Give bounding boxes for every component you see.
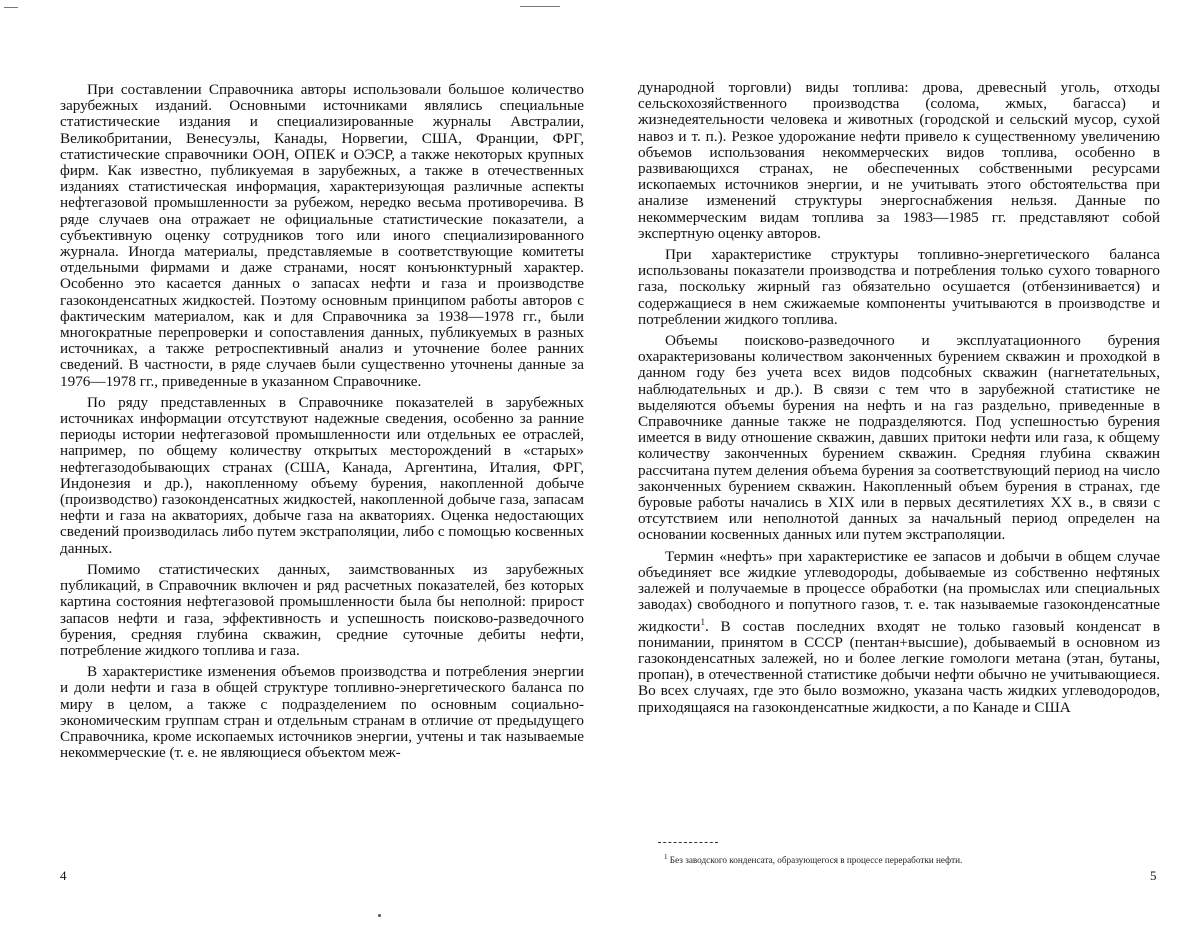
- scan-artifact: [4, 7, 18, 8]
- paragraph: При составлении Справочника авторы использовали большое количество зарубежных изданий. Основными источниками являлись специальные статистические издания и специализированные журналы Австралии, Великобритании, Венесуэлы, Канады, Норвегии, США, Франции, ФРГ, статистические справочники ООН, ОПЕК и ОЭСР, а также некоторых крупных фирм. Как известно, публикуемая в зарубежных, а также в отечественных изданиях статистическая информация, характеризующая различные аспекты нефтегазовой промышленности за рубежом, нередко весьма противоречива. В ряде случаев она отражает не официальные статистические показатели, а субъективную оценку сотрудников того или иного специализированного журнала. Иногда материалы, представляемые в соответствующие комитеты отдельными фирмами и даже странами, носят конъюнктурный характер. Особенно это касается данных о запасах нефти и газа и производстве газоконденсатных жидкостей. Поэтому основным принципом работы авторов с фактическим материалом, как и для Справочника за 1938—1978 гг., были многократные перепроверки и сопоставления данных, публикуемых в разных источниках, а также ретроспективный анализ и уточнение более ранних сведений. В частности, в ряде случаев были существенно уточнены данные за 1976—1978 гг., приведенные в указанном Справочнике.: [60, 82, 584, 390]
- paragraph: Объемы поисково-разведочного и эксплуатационного бурения охарактеризованы количеством законченных бурением скважин и проходкой в данном году без учета всех видов подсобных скважин (нагнетательных, наблюдательных и др.). В связи с тем что в зарубежной статистике не выделяются объемы бурения на нефть и на газ раздельно, приведенные в Справочнике данные также не подразделяются. Под успешностью бурения имеется в виду отношение скважин, давших притоки нефти или газа, к общему количеству законченных бурением скважин. Средняя глубина скважин рассчитана путем деления объема бурения за соответствующий период на число законченных бурением скважин. Накопленный объем бурения в странах, где буровые работы начались в XIX или в первых десятилетиях XX в., в связи с отсутствием или неполнотой данных за начальный период определен на основании косвенных данных или путем экстраполяции.: [638, 333, 1160, 544]
- page-number: 5: [1150, 868, 1157, 884]
- paragraph-text: . В состав последних входят не только газовый конденсат в понимании, принятом в СССР (пентан+высшие), добываемый в основном из газоконденсатных залежей, но и более легкие гомологи метана (этан, бутаны, пропан), в отечественной статистике добычи нефти обычно не учитывающиеся. Во всех случаях, где это было возможно, указана часть жидких углеводородов, приходящаяся на газоконденсатные жидкости, а по Канаде и США: [638, 618, 1160, 716]
- paragraph: дународной торговли) виды топлива: дрова, древесный уголь, отходы сельскохозяйственного производства (солома, жмых, багасса) и жизнедеятельности человека и животных (городской и сельский мусор, сухой навоз и т. п.). Резкое удорожание нефти привело к существенному увеличению объемов использования некоммерческих видов топлива, особенно в развивающихся странах, не обеспеченных собственными ресурсами ископаемых источников энергии, и не учитывать этого обстоятельства при анализе изменений структуры энергоснабжения нельзя. Данные по некоммерческим видам топлива за 1983—1985 гг. представляют собой экспертную оценку авторов.: [638, 80, 1160, 242]
- paragraph: При характеристике структуры топливно-энергетического баланса использованы показатели производства и потребления только сухого товарного газа, поскольку жирный газ обязательно осушается (отбензинивается) и содержащиеся в нем сжижаемые компоненты учитываются в производстве и потреблении жидкого топлива.: [638, 247, 1160, 328]
- footnote-text: Без заводского конденсата, образующегося в процессе переработки нефти.: [670, 855, 963, 865]
- paragraph-text: Термин «нефть» при характеристике ее запасов и добычи в общем случае объединяет все жидкие углеводороды, добываемые из собственно нефтяных залежей и получаемые в процессе обработки (на промыслах или специальных заводах) свободного и попутного газов, т. е. так называемые газоконденсатные жидкости: [638, 548, 1160, 635]
- footnote-marker: 1: [700, 617, 705, 627]
- paragraph: [638, 549, 1160, 716]
- scan-speck: [378, 914, 381, 917]
- scan-artifact: [520, 6, 560, 7]
- paragraph: Помимо статистических данных, заимствованных из зарубежных публикаций, в Справочник включен и ряд расчетных показателей, без которых картина состояния нефтегазовой промышленности была бы неполной: прирост запасов нефти и газа, эффективность и успешность поисково-разведочного бурения, средняя глубина скважин, средние суточные дебиты нефти, потребление жидкого топлива и газа.: [60, 562, 584, 659]
- right-text-column: [638, 80, 1160, 721]
- page-number: 4: [60, 868, 67, 884]
- footnote-number: 1: [664, 853, 668, 861]
- left-text-column: [60, 82, 584, 766]
- left-page: [0, 0, 600, 928]
- right-page: [600, 0, 1200, 928]
- footnote: [664, 852, 1144, 866]
- paragraph: По ряду представленных в Справочнике показателей в зарубежных источниках информации отсутствуют надежные сведения, особенно за ранние периоды истории нефтегазовой промышленности или отдельных ее отраслей, например, по общему количеству открытых месторождений в «старых» нефтегазодобывающих странах (США, Канада, Аргентина, Италия, ФРГ, Индонезия и др.), накопленному объему бурения, накопленной добыче (производство) газоконденсатных жидкостей, накопленной добыче газа, запасам нефти и газа на акваториях, добыче газа на акваториях. Оценка недостающих сведений производилась либо путем экстраполяции, либо с помощью косвенных данных.: [60, 395, 584, 557]
- footnote-rule: [658, 842, 718, 843]
- paragraph: В характеристике изменения объемов производства и потребления энергии и доли нефти и газа в общей структуре топливно-энергетического баланса по миру в целом, а также с подразделением по основным социально-экономическим группам стран и отдельным странам в отличие от предыдущего Справочника, кроме ископаемых источников энергии, учтены и так называемые некоммерческие (т. е. не являющиеся объектом меж-: [60, 664, 584, 761]
